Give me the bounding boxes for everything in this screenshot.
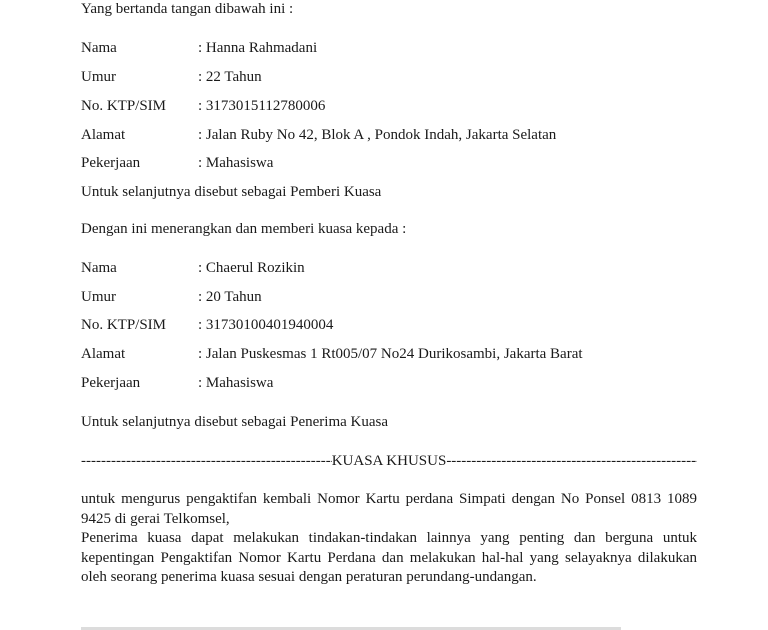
pemberi-pekerjaan-value: : Mahasiswa	[198, 155, 274, 171]
pemberi-alamat-label: Alamat	[81, 127, 126, 143]
pemberi-nama-label: Nama	[81, 40, 117, 56]
penerima-alamat-label: Alamat	[81, 346, 126, 362]
penerima-umur-label: Umur	[81, 289, 116, 305]
pemberi-closing: Untuk selanjutnya disebut sebagai Pemberi Kuasa	[81, 184, 382, 200]
pemberi-ktp-value: : 3173015112780006	[198, 98, 326, 114]
body-paragraph-2: Penerima kuasa dapat melakukan tindakan-tindakan lainnya yang penting dan berguna untuk kepentingan Pengaktifan Nomor Kartu Perdana dan melakukan hal-hal yang selayaknya dilakukan oleh seorang penerima kuasa sesuai dengan peraturan perundang-undangan.	[81, 530, 697, 585]
truncated-text-fragment	[81, 619, 641, 630]
divider-dashes-left	[81, 453, 332, 470]
pemberi-umur-label: Umur	[81, 69, 116, 85]
penerima-umur-value: : 20 Tahun	[198, 289, 262, 305]
pemberi-pekerjaan-label: Pekerjaan	[81, 155, 141, 171]
pemberi-umur-value: : 22 Tahun	[198, 69, 262, 85]
penerima-nama-label: Nama	[81, 260, 117, 276]
body-paragraph-1: untuk mengurus pengaktifan kembali Nomor Kartu perdana Simpati dengan No Ponsel 0813 1089 9425 di gerai Telkomsel,	[81, 491, 697, 527]
penerima-ktp-label: No. KTP/SIM	[81, 317, 167, 333]
pemberi-alamat-value: : Jalan Ruby No 42, Blok A , Pondok Indah, Jakarta Selatan	[198, 127, 557, 143]
penerima-pekerjaan-value: : Mahasiswa	[198, 375, 274, 391]
cut-off-text-line	[81, 618, 641, 630]
transition-text: Dengan ini menerangkan dan memberi kuasa kepada :	[81, 221, 407, 237]
penerima-closing: Untuk selanjutnya disebut sebagai Penerima Kuasa	[81, 414, 389, 430]
intro-text: Yang bertanda tangan dibawah ini :	[81, 1, 294, 17]
penerima-pekerjaan-label: Pekerjaan	[81, 375, 141, 391]
penerima-ktp-value: : 31730100401940004	[198, 317, 334, 333]
pemberi-nama-value: : Hanna Rahmadani	[198, 40, 318, 56]
kuasa-khusus-title: KUASA KHUSUS	[331, 453, 447, 469]
pemberi-ktp-label: No. KTP/SIM	[81, 98, 167, 114]
divider-dashes-right	[446, 453, 697, 470]
kuasa-khusus-divider	[81, 453, 697, 470]
penerima-nama-value: : Chaerul Rozikin	[198, 260, 305, 276]
penerima-alamat-value: : Jalan Puskesmas 1 Rt005/07 No24 Durikosambi, Jakarta Barat	[198, 346, 583, 362]
